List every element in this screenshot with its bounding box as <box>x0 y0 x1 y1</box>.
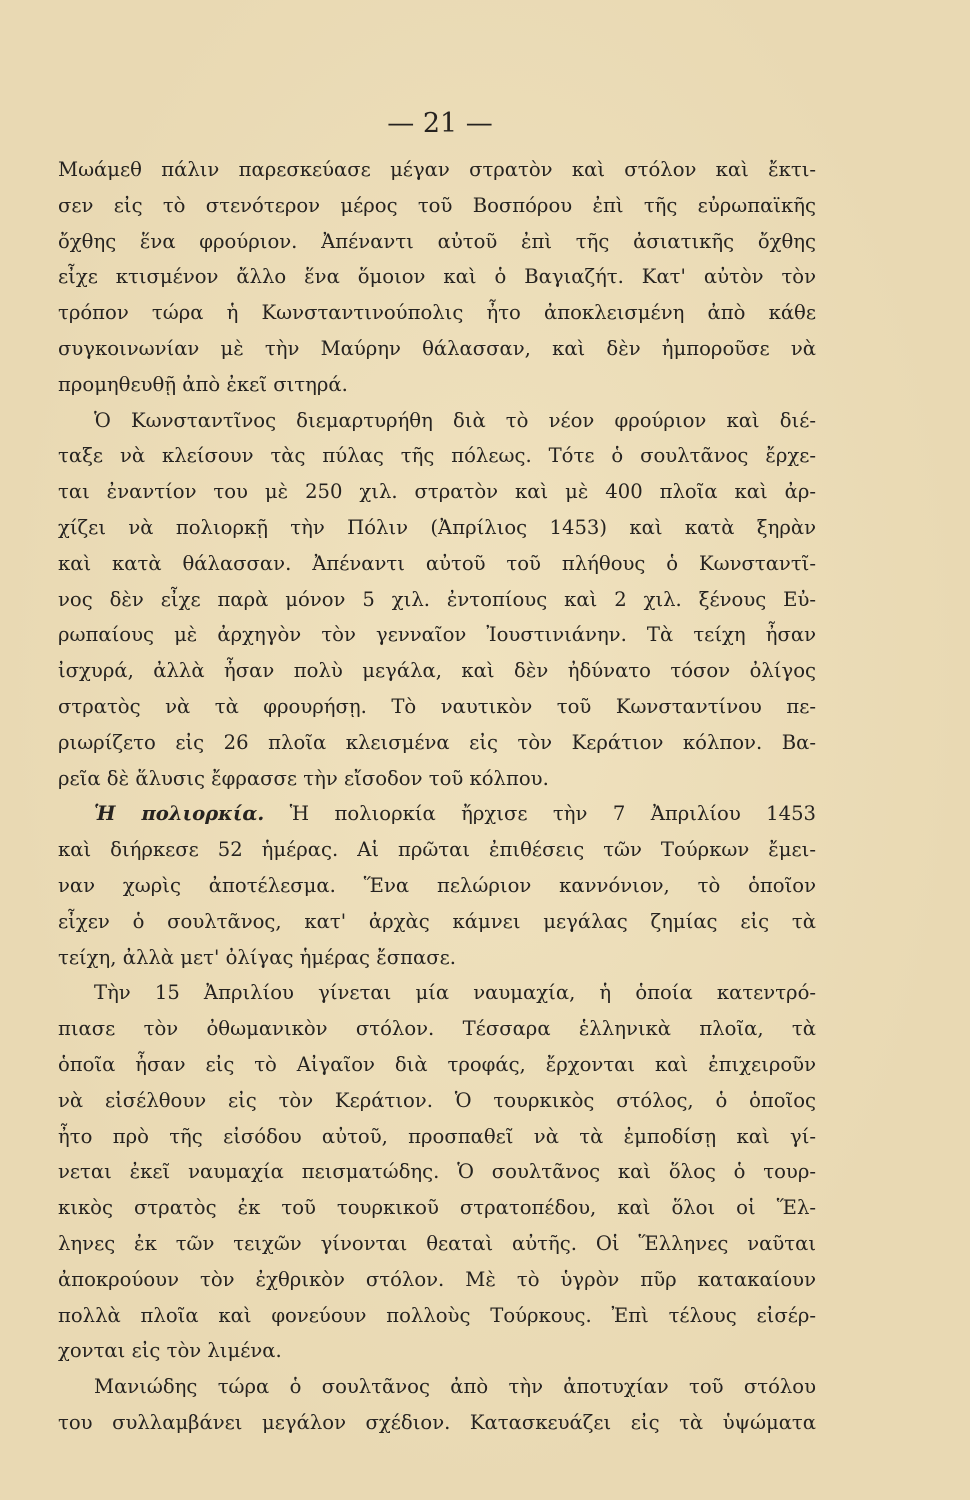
text-line: νὰ εἰσέλθουν εἰς τὸν Κεράτιον. Ὁ τουρκικὸς στόλος, ὁ ὁποῖος <box>58 1088 816 1112</box>
text-line: ναν χωρὶς ἀποτέλεσμα. Ἕνα πελώριον καννόνιον, τὸ ὁποῖον <box>58 873 816 897</box>
section-heading-line <box>58 796 816 832</box>
text-line: συγκοινωνίαν μὲ τὴν Μαύρην θάλασσαν, καὶ δὲν ἠμποροῦσε νὰ <box>58 336 816 360</box>
text-line: καὶ κατὰ θάλασσαν. Ἀπέναντι αὐτοῦ τοῦ πλήθους ὁ Κωνσταντῖ- <box>58 551 816 575</box>
text-line: Μωάμεθ πάλιν παρεσκεύασε μέγαν στρατὸν καὶ στόλον καὶ ἔκτι- <box>58 158 816 181</box>
text-line: σεν εἰς τὸ στενότερον μέρος τοῦ Βοσπόρου ἐπὶ τῆς εὐρωπαϊκῆς <box>58 193 816 217</box>
text-line: του συλλαμβάνει μεγάλον σχέδιον. Κατασκευάζει εἰς τὰ ὑψώματα <box>58 1410 816 1434</box>
body-text <box>58 152 816 1441</box>
text-line: κικὸς στρατὸς ἐκ τοῦ τουρκικοῦ στρατοπέδου, καὶ ὅλοι οἱ Ἕλ- <box>58 1196 816 1220</box>
text-line: τείχη, ἀλλὰ μετ' ὀλίγας ἡμέρας ἔσπασε. <box>58 945 456 969</box>
text-line: Τὴν 15 Ἀπριλίου γίνεται μία ναυμαχία, ἡ ὁποία κατεντρό- <box>94 981 816 1005</box>
text-line: στρατὸς νὰ τὰ φρουρήσῃ. Τὸ ναυτικὸν τοῦ Κωνσταντίνου πε- <box>58 694 816 718</box>
text-line: ρωπαίους μὲ ἀρχηγὸν τὸν γενναῖον Ἰουστινιάνην. Τὰ τείχη ἦσαν <box>58 623 816 647</box>
text-line: τρόπον τώρα ἡ Κωνσταντινούπολις ἦτο ἀποκλεισμένη ἀπὸ κάθε <box>58 301 816 325</box>
text-line: Μανιώδης τώρα ὁ σουλτᾶνος ἀπὸ τὴν ἀποτυχίαν τοῦ στόλου <box>94 1375 816 1399</box>
text-line: ληνες ἐκ τῶν τειχῶν γίνονται θεαταὶ αὐτῆς. Οἱ Ἕλληνες ναῦται <box>58 1231 816 1255</box>
text-line: εἶχεν ὁ σουλτᾶνος, κατ' ἀρχὰς κάμνει μεγάλας ζημίας εἰς τὰ <box>58 909 816 933</box>
text-line: πιασε τὸν ὀθωμανικὸν στόλον. Τέσσαρα ἑλληνικὰ πλοῖα, τὰ <box>58 1017 816 1041</box>
page-number: — 21 — <box>387 108 493 139</box>
text-line: ἰσχυρά, ἀλλὰ ἦσαν πολὺ μεγάλα, καὶ δὲν ἠδύνατο τόσον ὀλίγος <box>58 659 816 683</box>
text-line: ἦτο πρὸ τῆς εἰσόδου αὐτοῦ, προσπαθεῖ νὰ τὰ ἐμποδίσῃ καὶ γί- <box>58 1124 816 1148</box>
section-heading: Ἡ πολιορκία. <box>94 802 265 826</box>
text-line: εἶχε κτισμένον ἄλλο ἕνα ὅμοιον καὶ ὁ Βαγιαζήτ. Κατ' αὐτὸν τὸν <box>58 265 816 289</box>
text-line: Ὁ Κωνσταντῖνος διεμαρτυρήθη διὰ τὸ νέον φρούριον καὶ διέ- <box>94 408 816 432</box>
text-line: προμηθευθῇ ἀπὸ ἐκεῖ σιτηρά. <box>58 372 348 396</box>
text-line: χίζει νὰ πολιορκῇ τὴν Πόλιν (Ἀπρίλιος 1453) καὶ κατὰ ξηρὰν <box>58 515 816 539</box>
text-line-rest: Ἡ πολιορκία ἤρχισε τὴν 7 Ἀπριλίου 1453 <box>289 802 816 826</box>
text-line: ται ἐναντίον του μὲ 250 χιλ. στρατὸν καὶ μὲ 400 πλοῖα καὶ ἀρ- <box>58 480 816 504</box>
text-line: πολλὰ πλοῖα καὶ φονεύουν πολλοὺς Τούρκους. Ἐπὶ τέλους εἰσέρ- <box>58 1303 816 1327</box>
text-line: ὄχθης ἕνα φρούριον. Ἀπέναντι αὐτοῦ ἐπὶ τῆς ἀσιατικῆς ὄχθης <box>58 229 816 253</box>
text-line: νος δὲν εἶχε παρὰ μόνον 5 χιλ. ἐντοπίους καὶ 2 χιλ. ξένους Εὐ- <box>58 587 816 611</box>
text-line: χονται εἰς τὸν λιμένα. <box>58 1339 282 1363</box>
text-line: ἀποκρούουν τὸν ἐχθρικὸν στόλον. Μὲ τὸ ὑγρὸν πῦρ κατακαίουν <box>58 1267 816 1291</box>
text-line: ταξε νὰ κλείσουν τὰς πύλας τῆς πόλεως. Τότε ὁ σουλτᾶνος ἔρχε- <box>58 444 816 468</box>
text-line: ριωρίζετο εἰς 26 πλοῖα κλεισμένα εἰς τὸν Κεράτιον κόλπον. Βα- <box>58 730 816 754</box>
text-line: ρεῖα δὲ ἅλυσις ἔφρασσε τὴν εἴσοδον τοῦ κόλπου. <box>58 766 549 790</box>
text-line: ὁποῖα ἦσαν εἰς τὸ Αἰγαῖον διὰ τροφάς, ἔρχονται καὶ ἐπιχειροῦν <box>58 1052 816 1076</box>
text-line: καὶ διήρκεσε 52 ἡμέρας. Αἱ πρῶται ἐπιθέσεις τῶν Τούρκων ἔμει- <box>58 838 816 862</box>
text-line: νεται ἐκεῖ ναυμαχία πεισματώδης. Ὁ σουλτᾶνος καὶ ὅλος ὁ τουρ- <box>58 1160 816 1184</box>
